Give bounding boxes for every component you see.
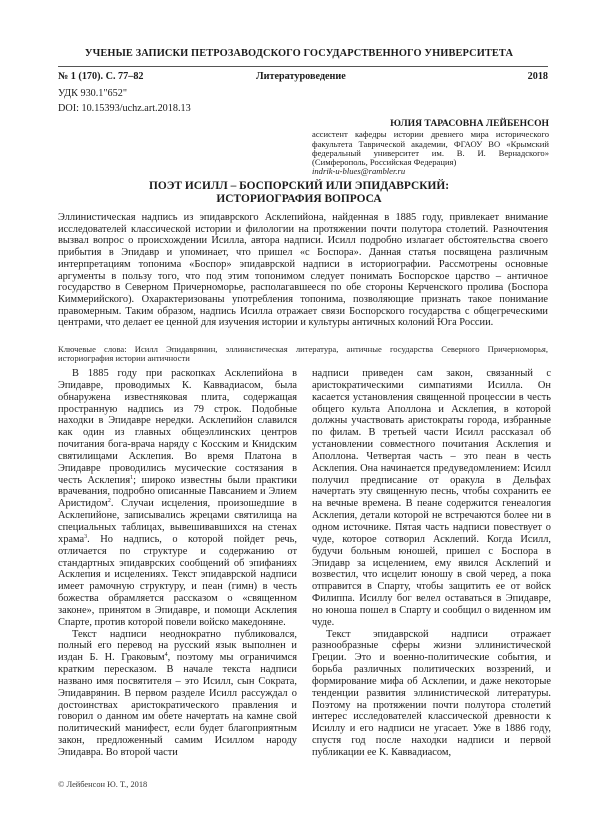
- paragraph: [58, 368, 297, 629]
- footnote-ref[interactable]: 3: [84, 533, 88, 540]
- paragraph: [58, 629, 297, 759]
- issue-pages: № 1 (170). С. 77–82: [58, 71, 144, 82]
- text-run: . Но надпись, о которой пойдет речь, отличается по структуре и содержанию от стандартных эпидаврских сообщений об эпифаниях Асклепия и исцелениях. Текст эпидаврской надписи имеет рамочную структуру, и пеан (гимн) в честь божества обрамляется рассказом о «священном законе», принятом в Эпидавре, и помощи Асклепия Спарте, против которой повели войско македоняне.: [58, 533, 297, 628]
- paragraph: Текст эпидаврской надписи отражает разнообразные сферы жизни эллинистической Греции. Это и военно-политические события, и борьба различных политических воззрений, и формирование мифа об Асклепии, и даже некоторые тенденции развития эллинистической литературы. Поэтому на протяжении почти полутора столетий интерес исследователей классической древности к Исиллу и его надписи не угасает. Уже в 1886 году, спустя год после находки надписи и первой публикации ее К. Каввадиасом,: [312, 628, 551, 758]
- text-run: В 1885 году при раскопках Асклепийона в Эпидавре, проводимых К. Каввадиасом, была обнаружена известняковая плита, содержащая пространную надпись из 79 строк. Подобные находки в Эпидавре нередки. Асклепийон славился как один из главных общеэллинских центров почитания бога-врача наряду с Косским и Книдским святилищами Асклепия. Во время Платона в Эпидавре проводились мусические состязания в честь Асклепия: [58, 368, 297, 486]
- text-run: . Случаи исцеления, произошедшие в Асклепийоне, записывались жрецами святилища на специальных таблицах, вывешивавшихся на стенах храма: [58, 498, 297, 545]
- author-affiliation: ассистент кафедры истории древнего мира исторического факультета Таврической академии, ФГАОУ ВО «Крымский федеральный университет им. В. И. Вернадского» (Симферополь, Российская Федерация): [312, 129, 549, 168]
- footnote-ref[interactable]: 1: [130, 474, 134, 481]
- author-email-link[interactable]: indrik-u-blues@rambler.ru: [312, 166, 406, 177]
- abstract: Эллинистическая надпись из эпидаврского Асклепийона, найденная в 1885 году, привлекает внимание исследователей классической истории и филологии на протяжении почти полутора столетий. Разночтения вызвал вопрос о происхождении Исилла, автора надписи. Исилл подробно излагает обстоятельства своего прибытия в Эпидавр и упоминает, что пришел «с Боспора». Данная статья посвящена различным интерпретациям топонима «Боспор» эпидаврской надписи в историографии. Рассмотрены основные аргументы в пользу того, что под этим топонимом следует понимать Боспорское царство – античное государство в Северном Причерноморье, располагавшееся по обе стороны Керченского пролива (Боспора Киммерийского). Охарактеризованы употребления топонима, позволяющие признать такое понимание правомерным. Таким образом, надпись Исилла отражает связи Боспорского государства с общегреческими центрами, что делает ее ценной для изучения истории и культуры античных колоний Юга России.: [58, 212, 548, 329]
- paragraph: надписи приведен сам закон, связанный с аристократическими симпатиями Исилла. Он касается установления священной процессии в честь общего культа Аполлона и Асклепия, в которой должны участвовать аристократы города, избранные по филам. В третьей части Исилл рассказал об установлении совместного почитания Асклепия и Аполлона. Четвертая часть – это пеан в честь Асклепия. Она начинается предуведомлением: Исилл получил предписание от оракула в Дельфах начертать эту священную песнь, чтобы сохранить ее на вечные времена. В пеане содержится генеалогия Асклепия, детали которой не встречаются более ни в одном источнике. Пятая часть надписи повествует о чуде, которое сотворил Асклепий. Когда Исилл, будучи больным юношей, пришел с Боспора в Эпидавр за исцелением, ему явился Асклепий и возвестил, что исцелит юношу в свой черед, а пока отправится в Спарту, чтобы защитить ее от войск Филиппа. Исиллу бог велел оставаться в Эпидавре, но юноша пошел в Спарту и сообщил о виденном им чуде.: [312, 368, 551, 628]
- doi: DOI: 10.15393/uchz.art.2018.13: [58, 103, 191, 114]
- text-run: ; широко известны были практики врачевания, подробно описанные Павсанием и Элием Аристидом: [58, 474, 297, 510]
- author-block: [312, 119, 549, 177]
- footnote-ref[interactable]: 4: [164, 652, 168, 659]
- issue-year: 2018: [527, 71, 548, 82]
- header-rule: [58, 66, 548, 67]
- issue-meta-row: [58, 71, 548, 85]
- copyright-notice: © Лейбенсон Ю. Т., 2018: [58, 780, 148, 789]
- keywords: Ключевые слова: Исилл Эпидаврянин, эллинистическая литература, античные государства Северного Причерноморья, историография истории античности: [58, 344, 548, 364]
- footnote-ref[interactable]: 2: [107, 498, 111, 505]
- journal-title: УЧЕНЫЕ ЗАПИСКИ ПЕТРОЗАВОДСКОГО ГОСУДАРСТВЕННОГО УНИВЕРСИТЕТА: [84, 48, 514, 59]
- journal-section: Литературоведение: [256, 71, 346, 82]
- article-title-line-2: ИСТОРИОГРАФИЯ ВОПРОСА: [216, 193, 382, 205]
- author-name: ЮЛИЯ ТАРАСОВНА ЛЕЙБЕНСОН: [390, 118, 549, 129]
- body-column-left: [58, 368, 297, 759]
- text-run: , поэтому мы ограничимся кратким пересказом. В начале текста надписи названо имя посвятителя – это Исилл, сын Сократа, Эпидаврянин. В первом разделе Исилл рассуждал о достоинствах аристократического правления и говорил о данном им обете начертать на камне свой политический манифест, если будет благоприятным закон, предложенный самим Исиллом народу Эпидавра. Во второй части: [58, 652, 297, 758]
- body-column-right: [312, 368, 551, 759]
- text-run: Текст надписи неоднократно публиковался, полный его перевод на русский язык выполнен и издан Б. Н. Граковым: [58, 628, 297, 664]
- article-title-line-1: ПОЭТ ИСИЛЛ – БОСПОРСКИЙ ИЛИ ЭПИДАВРСКИЙ:: [148, 180, 449, 192]
- udk-code: УДК 930.1"652": [58, 88, 127, 99]
- article-title: [50, 180, 548, 206]
